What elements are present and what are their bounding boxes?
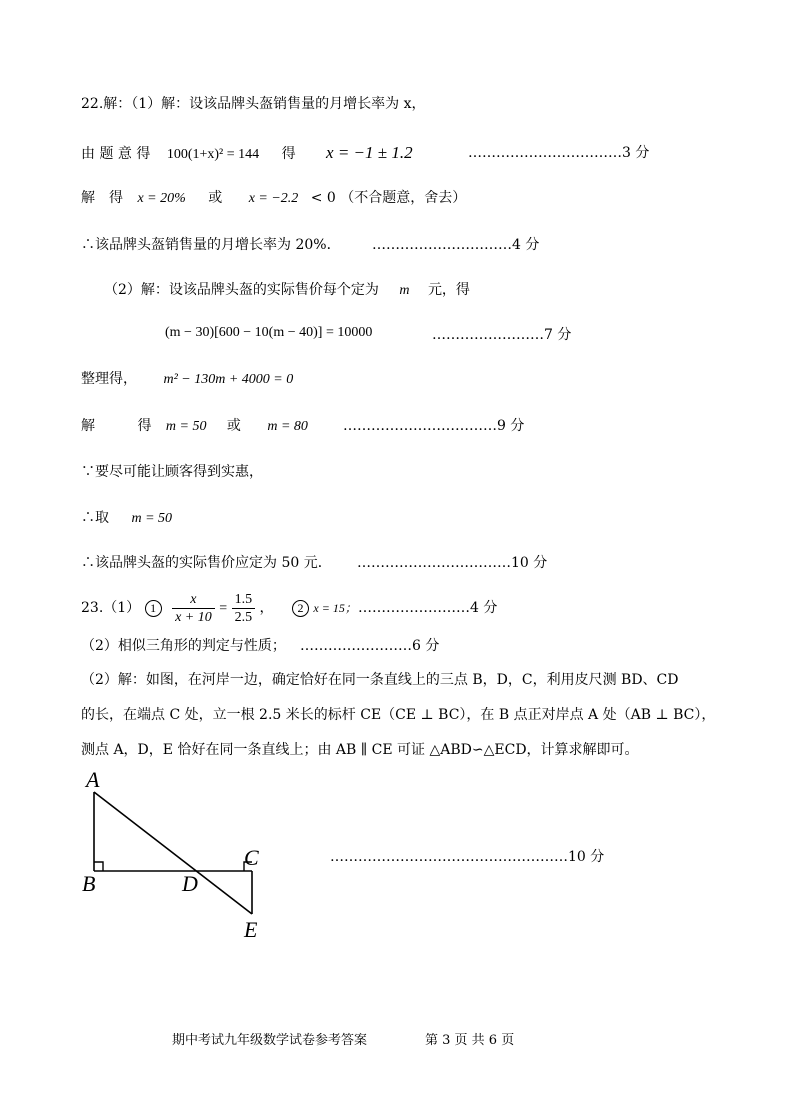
q22-solve-label-2b: 得 bbox=[137, 418, 152, 434]
q22-line-2 bbox=[81, 143, 413, 165]
q22-take-value: m = 50 bbox=[131, 511, 173, 526]
label-a: A bbox=[86, 767, 100, 792]
label-d: D bbox=[182, 871, 198, 896]
q23-line-3: （2）解：如图，在河岸一边，确定恰好在同一条直线上的三点 B，D，C，利用皮尺测 BD、CD bbox=[81, 672, 679, 688]
q22-line-3 bbox=[81, 188, 466, 209]
circled-number-2: 2 bbox=[292, 600, 309, 617]
segment-ae bbox=[94, 792, 252, 914]
q23-score-6: ……………………6 分 bbox=[300, 638, 440, 654]
q22-given-label: 由 题 意 得 bbox=[81, 146, 151, 162]
q22-score-7: ……………………7 分 bbox=[432, 327, 572, 343]
q23-sep: ， bbox=[259, 600, 274, 616]
q23-fraction-2-num: 1.5 bbox=[232, 591, 256, 609]
q22-var-m: m bbox=[399, 283, 410, 298]
q22-part2-end: 元，得 bbox=[427, 282, 470, 298]
q22-de: 得 bbox=[281, 146, 296, 162]
footer-title: 期中考试九年级数学试卷参考答案 bbox=[172, 1033, 368, 1048]
q22-line-9: ∵要尽可能让顾客得到实惠， bbox=[81, 464, 263, 480]
q23-score-4: ……………………4 分 bbox=[358, 600, 498, 616]
q23-line-2: （2）相似三角形的判定与性质； bbox=[81, 638, 286, 654]
q23-line-4: 的长，在端点 C 处，立一根 2.5 米长的标杆 CE（CE ⊥ BC），在 B 点正对岸点 A 处（AB ⊥ BC）， bbox=[81, 707, 716, 723]
q23-fraction-2 bbox=[232, 591, 256, 626]
q22-m-root-2: m = 80 bbox=[267, 419, 308, 434]
q22-line-4: ∴该品牌头盔销售量的月增长率为 20%． bbox=[81, 237, 341, 253]
q22-score-9: ……………………………9 分 bbox=[343, 418, 525, 434]
label-e: E bbox=[244, 917, 258, 942]
q22-line-5 bbox=[104, 280, 470, 301]
footer-page-number: 第 3 页 共 6 页 bbox=[425, 1033, 515, 1048]
label-b: B bbox=[82, 871, 96, 896]
label-c: C bbox=[244, 845, 259, 870]
q22-root-1: x = 20% bbox=[137, 191, 186, 206]
q22-reject-note: < 0 （不合题意，舍去） bbox=[310, 190, 467, 206]
q22-equation: 100(1+x)² = 144 bbox=[166, 147, 260, 162]
q23-fraction-1 bbox=[172, 591, 215, 626]
q22-solve-label: 解 得 bbox=[81, 190, 123, 206]
q23-part1-prefix: 23.（1） bbox=[81, 600, 141, 616]
right-angle-b bbox=[94, 862, 103, 871]
q23-fraction-1-den: x + 10 bbox=[175, 609, 212, 625]
q23-line-1 bbox=[81, 590, 357, 627]
q23-fraction-2-den: 2.5 bbox=[234, 609, 253, 625]
q22-root-2: x = −2.2 bbox=[248, 191, 299, 206]
q23-x15: x = 15； bbox=[313, 601, 357, 615]
q22-score-4: …………………………4 分 bbox=[372, 237, 540, 253]
q22-take-label: ∴取 bbox=[81, 510, 109, 526]
q22-line-10 bbox=[81, 508, 172, 529]
q22-score-3: ……………………………3 分 bbox=[468, 145, 650, 161]
q22-simplify-label: 整理得， bbox=[81, 371, 137, 387]
q22-solution: x = −1 ± 1.2 bbox=[326, 143, 413, 162]
q22-line-8 bbox=[81, 416, 308, 437]
q22-solve-label-2a: 解 bbox=[81, 418, 95, 434]
q22-part2-text: （2）解：设该品牌头盔的实际售价每个定为 bbox=[104, 282, 379, 298]
q22-quadratic: m² − 130m + 4000 = 0 bbox=[163, 372, 294, 387]
q23-fraction-1-num: x bbox=[172, 591, 215, 609]
q22-m-root-1: m = 50 bbox=[165, 419, 207, 434]
q22-line-1: 22.解：（1）解：设该品牌头盔销售量的月增长率为 x， bbox=[81, 96, 426, 112]
q22-equation-2: (m − 30)[600 − 10(m − 40)] = 10000 bbox=[165, 325, 373, 340]
q22-line-11: ∴该品牌头盔的实际售价应定为 50 元． bbox=[81, 555, 332, 571]
q22-or: 或 bbox=[208, 190, 223, 206]
q22-score-10: ……………………………10 分 bbox=[357, 555, 548, 571]
q22-line-7 bbox=[81, 369, 293, 390]
q23-line-5: 测点 A，D，E 恰好在同一条直线上；由 AB ∥ CE 可证 △ABD∽△ECD，计算求解即可。 bbox=[81, 742, 639, 758]
geometry-figure bbox=[78, 765, 288, 945]
q23-equals: = bbox=[219, 601, 228, 616]
q22-or-2: 或 bbox=[226, 418, 241, 434]
q23-score-10: ……………………………………………10 分 bbox=[330, 849, 605, 865]
circled-number-1: 1 bbox=[145, 600, 162, 617]
